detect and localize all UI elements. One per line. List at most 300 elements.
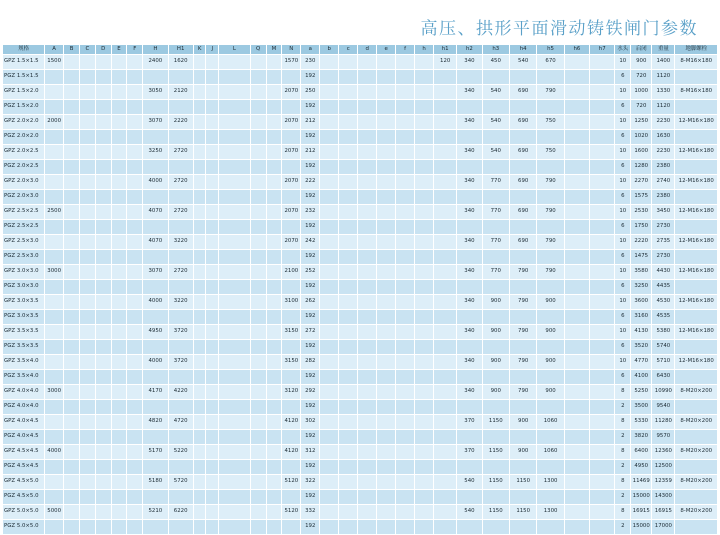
value-cell — [250, 190, 266, 205]
value-cell — [564, 280, 589, 295]
value-cell — [143, 340, 168, 355]
table-row — [3, 220, 718, 235]
header-cell: H1 — [168, 45, 193, 55]
value-cell — [339, 280, 358, 295]
value-cell — [266, 340, 282, 355]
value-cell: 2530 — [631, 205, 652, 220]
value-cell — [482, 460, 509, 475]
header-cell: N — [282, 45, 301, 55]
params-table — [2, 44, 718, 535]
value-cell — [320, 415, 339, 430]
value-cell: 1250 — [631, 115, 652, 130]
value-cell — [457, 100, 482, 115]
value-cell — [339, 490, 358, 505]
value-cell — [564, 295, 589, 310]
value-cell — [127, 175, 143, 190]
page-title: 高压、拱形平面滑动铸铁闸门参数 — [420, 19, 698, 39]
header-cell: a — [301, 45, 320, 55]
value-cell: 3600 — [631, 295, 652, 310]
value-cell — [64, 190, 80, 205]
value-cell — [358, 85, 377, 100]
value-cell — [564, 340, 589, 355]
value-cell — [127, 340, 143, 355]
value-cell — [590, 115, 615, 130]
value-cell — [79, 70, 95, 85]
value-cell: 340 — [457, 355, 482, 370]
header-cell: 规格 — [3, 45, 45, 55]
model-cell: GPZ 2.5×2.5 — [3, 205, 45, 220]
value-cell — [45, 250, 64, 265]
value-cell — [45, 100, 64, 115]
model-cell: PGZ 4.0×4.0 — [3, 400, 45, 415]
value-cell: 4100 — [631, 370, 652, 385]
header-cell: h4 — [509, 45, 536, 55]
value-cell — [396, 70, 415, 85]
table-row — [3, 460, 718, 475]
value-cell — [127, 310, 143, 325]
value-cell — [320, 160, 339, 175]
header-cell: C — [79, 45, 95, 55]
value-cell: 12-M16×180 — [675, 265, 718, 280]
value-cell — [45, 355, 64, 370]
value-cell — [111, 130, 127, 145]
value-cell — [250, 100, 266, 115]
value-cell — [250, 220, 266, 235]
value-cell — [95, 325, 111, 340]
header-cell: f — [396, 45, 415, 55]
model-cell: PGZ 4.0×4.5 — [3, 430, 45, 445]
value-cell: 3720 — [168, 325, 193, 340]
value-cell: 6430 — [652, 370, 675, 385]
header-cell: Q — [250, 45, 266, 55]
value-cell — [193, 160, 206, 175]
value-cell — [339, 175, 358, 190]
value-cell — [339, 460, 358, 475]
value-cell — [193, 505, 206, 520]
value-cell — [434, 295, 457, 310]
value-cell: 1575 — [631, 190, 652, 205]
value-cell — [266, 325, 282, 340]
value-cell — [339, 475, 358, 490]
value-cell — [79, 160, 95, 175]
value-cell — [266, 460, 282, 475]
value-cell — [457, 130, 482, 145]
value-cell — [111, 385, 127, 400]
value-cell: 790 — [537, 265, 564, 280]
value-cell — [564, 475, 589, 490]
value-cell: 790 — [537, 175, 564, 190]
value-cell — [320, 460, 339, 475]
value-cell: 3220 — [168, 295, 193, 310]
value-cell: 340 — [457, 235, 482, 250]
value-cell: 192 — [301, 370, 320, 385]
value-cell — [64, 55, 80, 70]
value-cell — [377, 265, 396, 280]
value-cell: 2400 — [143, 55, 168, 70]
value-cell — [675, 460, 718, 475]
value-cell: 212 — [301, 115, 320, 130]
value-cell — [675, 190, 718, 205]
value-cell: 16915 — [631, 505, 652, 520]
value-cell — [45, 400, 64, 415]
value-cell — [193, 130, 206, 145]
value-cell — [95, 370, 111, 385]
value-cell — [457, 340, 482, 355]
value-cell — [396, 250, 415, 265]
value-cell — [111, 205, 127, 220]
value-cell — [250, 505, 266, 520]
value-cell — [79, 190, 95, 205]
value-cell — [537, 220, 564, 235]
value-cell: 4535 — [652, 310, 675, 325]
value-cell — [111, 295, 127, 310]
value-cell — [320, 280, 339, 295]
value-cell — [79, 325, 95, 340]
value-cell — [45, 520, 64, 535]
value-cell: 4070 — [143, 235, 168, 250]
value-cell — [377, 55, 396, 70]
value-cell — [111, 55, 127, 70]
value-cell: 670 — [537, 55, 564, 70]
value-cell: 1300 — [537, 475, 564, 490]
value-cell — [206, 160, 219, 175]
value-cell — [358, 355, 377, 370]
header-cell: 重量 — [652, 45, 675, 55]
value-cell: 6 — [615, 100, 631, 115]
value-cell: 6 — [615, 220, 631, 235]
value-cell: 222 — [301, 175, 320, 190]
value-cell — [206, 415, 219, 430]
header-cell: K — [193, 45, 206, 55]
value-cell — [339, 445, 358, 460]
value-cell: 3150 — [282, 325, 301, 340]
value-cell — [79, 250, 95, 265]
value-cell — [434, 145, 457, 160]
value-cell — [95, 445, 111, 460]
header-cell: A — [45, 45, 64, 55]
value-cell — [193, 430, 206, 445]
value-cell — [339, 190, 358, 205]
table-row — [3, 100, 718, 115]
value-cell — [250, 370, 266, 385]
value-cell — [250, 130, 266, 145]
value-cell — [509, 220, 536, 235]
value-cell: 1150 — [482, 505, 509, 520]
value-cell — [219, 55, 251, 70]
value-cell — [482, 70, 509, 85]
value-cell: 8-M20×200 — [675, 385, 718, 400]
value-cell — [127, 205, 143, 220]
value-cell — [193, 340, 206, 355]
value-cell: 2 — [615, 460, 631, 475]
value-cell — [564, 145, 589, 160]
value-cell — [64, 325, 80, 340]
value-cell: 1060 — [537, 445, 564, 460]
value-cell: 340 — [457, 265, 482, 280]
value-cell — [45, 430, 64, 445]
value-cell — [377, 100, 396, 115]
value-cell — [377, 70, 396, 85]
header-cell: D — [95, 45, 111, 55]
value-cell: 6220 — [168, 505, 193, 520]
value-cell: 2070 — [282, 115, 301, 130]
value-cell: 262 — [301, 295, 320, 310]
value-cell — [434, 190, 457, 205]
value-cell — [434, 385, 457, 400]
value-cell — [537, 310, 564, 325]
value-cell — [206, 505, 219, 520]
value-cell — [358, 280, 377, 295]
value-cell — [377, 250, 396, 265]
value-cell — [206, 475, 219, 490]
value-cell — [95, 385, 111, 400]
value-cell — [482, 100, 509, 115]
value-cell — [95, 115, 111, 130]
value-cell — [219, 325, 251, 340]
value-cell — [111, 235, 127, 250]
value-cell: 11469 — [631, 475, 652, 490]
value-cell — [219, 205, 251, 220]
value-cell — [415, 475, 434, 490]
value-cell — [64, 445, 80, 460]
value-cell — [45, 175, 64, 190]
value-cell — [219, 475, 251, 490]
value-cell — [377, 355, 396, 370]
value-cell — [590, 145, 615, 160]
value-cell — [675, 160, 718, 175]
value-cell: 790 — [509, 385, 536, 400]
value-cell — [45, 160, 64, 175]
value-cell — [111, 460, 127, 475]
value-cell — [415, 460, 434, 475]
value-cell — [320, 355, 339, 370]
value-cell — [590, 415, 615, 430]
value-cell — [219, 145, 251, 160]
value-cell: 6 — [615, 370, 631, 385]
table-row — [3, 430, 718, 445]
value-cell: 10 — [615, 355, 631, 370]
value-cell — [219, 490, 251, 505]
value-cell — [127, 490, 143, 505]
value-cell — [358, 415, 377, 430]
value-cell — [95, 400, 111, 415]
value-cell: 4720 — [168, 415, 193, 430]
value-cell: 12359 — [652, 475, 675, 490]
table-row — [3, 115, 718, 130]
value-cell — [590, 205, 615, 220]
model-cell: GPZ 2.0×2.0 — [3, 115, 45, 130]
value-cell — [377, 190, 396, 205]
value-cell — [250, 325, 266, 340]
value-cell: 3000 — [45, 265, 64, 280]
value-cell — [377, 220, 396, 235]
value-cell — [396, 400, 415, 415]
value-cell: 3450 — [652, 205, 675, 220]
value-cell — [111, 190, 127, 205]
value-cell — [143, 70, 168, 85]
value-cell — [79, 430, 95, 445]
value-cell: 332 — [301, 505, 320, 520]
table-row — [3, 475, 718, 490]
value-cell — [537, 280, 564, 295]
value-cell: 272 — [301, 325, 320, 340]
value-cell — [127, 190, 143, 205]
value-cell — [95, 295, 111, 310]
value-cell — [250, 385, 266, 400]
value-cell — [339, 415, 358, 430]
value-cell — [206, 100, 219, 115]
value-cell — [64, 460, 80, 475]
value-cell — [590, 220, 615, 235]
value-cell — [377, 295, 396, 310]
value-cell — [320, 175, 339, 190]
value-cell — [590, 460, 615, 475]
value-cell — [377, 475, 396, 490]
value-cell — [266, 490, 282, 505]
value-cell — [266, 160, 282, 175]
value-cell: 10 — [615, 235, 631, 250]
value-cell: 540 — [457, 505, 482, 520]
value-cell: 4000 — [143, 175, 168, 190]
value-cell: 10990 — [652, 385, 675, 400]
value-cell: 8 — [615, 475, 631, 490]
value-cell — [590, 505, 615, 520]
value-cell: 900 — [482, 355, 509, 370]
value-cell — [64, 280, 80, 295]
value-cell — [127, 520, 143, 535]
value-cell — [250, 295, 266, 310]
value-cell — [79, 145, 95, 160]
value-cell — [127, 505, 143, 520]
value-cell — [434, 475, 457, 490]
value-cell — [320, 145, 339, 160]
value-cell: 8 — [615, 505, 631, 520]
value-cell: 10 — [615, 265, 631, 280]
value-cell: 2220 — [631, 235, 652, 250]
value-cell — [590, 445, 615, 460]
value-cell — [434, 220, 457, 235]
value-cell — [219, 295, 251, 310]
value-cell — [564, 175, 589, 190]
value-cell — [396, 310, 415, 325]
model-cell: PGZ 2.5×2.5 — [3, 220, 45, 235]
value-cell — [111, 160, 127, 175]
value-cell — [320, 445, 339, 460]
table-row — [3, 55, 718, 70]
model-cell: PGZ 3.0×3.5 — [3, 310, 45, 325]
value-cell: 6 — [615, 250, 631, 265]
value-cell — [219, 100, 251, 115]
value-cell — [482, 490, 509, 505]
value-cell — [193, 295, 206, 310]
value-cell — [320, 505, 339, 520]
value-cell — [564, 430, 589, 445]
value-cell — [396, 55, 415, 70]
value-cell — [590, 310, 615, 325]
value-cell: 900 — [537, 385, 564, 400]
value-cell — [457, 460, 482, 475]
value-cell: 3250 — [143, 145, 168, 160]
value-cell — [358, 115, 377, 130]
value-cell: 8 — [615, 445, 631, 460]
value-cell: 790 — [509, 325, 536, 340]
value-cell — [415, 160, 434, 175]
value-cell — [339, 505, 358, 520]
value-cell — [266, 55, 282, 70]
table-row — [3, 415, 718, 430]
value-cell — [377, 460, 396, 475]
value-cell — [79, 400, 95, 415]
value-cell — [590, 85, 615, 100]
value-cell — [206, 385, 219, 400]
value-cell — [266, 445, 282, 460]
value-cell — [266, 355, 282, 370]
value-cell — [339, 250, 358, 265]
value-cell: 16915 — [652, 505, 675, 520]
value-cell: 900 — [537, 295, 564, 310]
value-cell — [250, 265, 266, 280]
value-cell — [339, 355, 358, 370]
value-cell — [377, 325, 396, 340]
value-cell: 12360 — [652, 445, 675, 460]
value-cell — [415, 220, 434, 235]
value-cell — [45, 310, 64, 325]
value-cell — [45, 475, 64, 490]
model-cell: PGZ 2.0×3.0 — [3, 190, 45, 205]
value-cell — [590, 235, 615, 250]
value-cell — [219, 235, 251, 250]
value-cell — [95, 430, 111, 445]
value-cell — [339, 115, 358, 130]
value-cell: 6 — [615, 340, 631, 355]
value-cell: 6 — [615, 130, 631, 145]
value-cell: 540 — [457, 475, 482, 490]
value-cell: 6 — [615, 310, 631, 325]
value-cell — [250, 235, 266, 250]
value-cell — [111, 430, 127, 445]
value-cell: 370 — [457, 445, 482, 460]
value-cell: 2070 — [282, 175, 301, 190]
value-cell — [64, 475, 80, 490]
value-cell: 4950 — [143, 325, 168, 340]
value-cell: 5120 — [282, 505, 301, 520]
value-cell — [675, 520, 718, 535]
value-cell — [193, 265, 206, 280]
value-cell — [266, 205, 282, 220]
model-cell: GPZ 3.0×3.5 — [3, 295, 45, 310]
value-cell — [219, 130, 251, 145]
value-cell: 900 — [482, 325, 509, 340]
value-cell — [193, 235, 206, 250]
value-cell — [64, 205, 80, 220]
value-cell — [168, 220, 193, 235]
value-cell — [127, 430, 143, 445]
model-cell: PGZ 4.5×5.0 — [3, 490, 45, 505]
table-row — [3, 280, 718, 295]
value-cell — [377, 115, 396, 130]
header-cell: B — [64, 45, 80, 55]
value-cell: 4430 — [652, 265, 675, 280]
value-cell — [457, 310, 482, 325]
value-cell — [482, 130, 509, 145]
value-cell — [206, 115, 219, 130]
value-cell: 1750 — [631, 220, 652, 235]
value-cell — [434, 355, 457, 370]
value-cell — [320, 70, 339, 85]
value-cell — [127, 265, 143, 280]
value-cell — [127, 115, 143, 130]
value-cell: 3120 — [282, 385, 301, 400]
